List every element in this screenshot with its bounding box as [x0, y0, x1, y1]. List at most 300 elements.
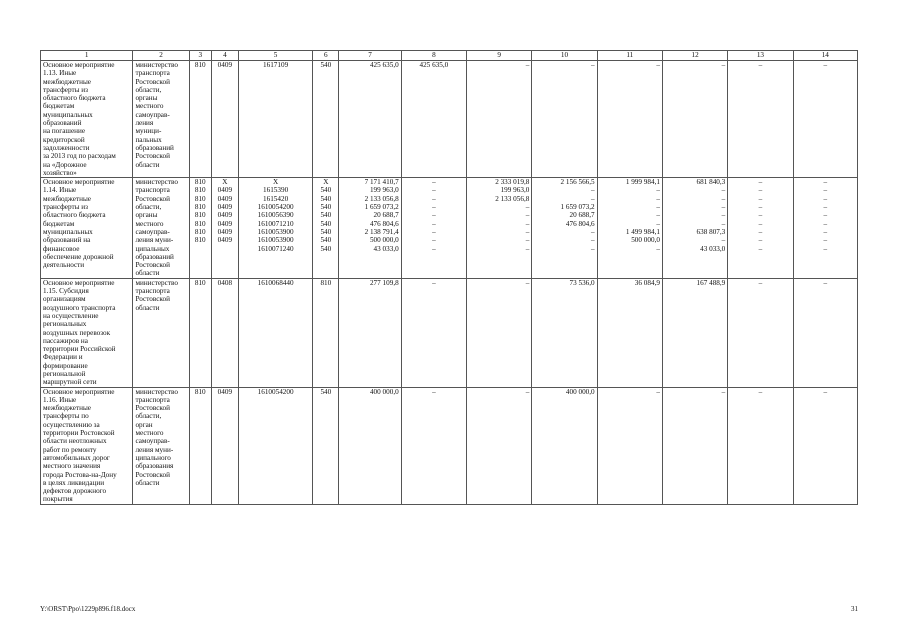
- cell-line: 1615390: [263, 186, 289, 195]
- cell-total: [339, 178, 401, 279]
- cell-line: за 2013 год по расходам: [43, 152, 116, 161]
- cell-line: органы: [135, 94, 158, 103]
- cell-line: –: [432, 211, 436, 220]
- cell-line: области: [135, 478, 160, 487]
- cell-line: покрытия: [43, 495, 73, 504]
- cell-line: Основное мероприятие: [43, 278, 115, 287]
- cell-vr: [313, 178, 339, 279]
- cell-line: транспорта: [135, 69, 170, 78]
- cell-line: области неотложных: [43, 437, 107, 446]
- cell-line: 476 804,6: [369, 219, 399, 228]
- cell-line: 540: [320, 236, 332, 245]
- cell-line: 1610053900: [257, 236, 294, 245]
- cell-total: [339, 387, 401, 504]
- cell-line: хозяйство»: [43, 168, 77, 177]
- cell-line: кредиторской: [43, 135, 85, 144]
- cell-line: 7 171 410,7: [364, 178, 399, 187]
- table-row: [41, 278, 858, 387]
- cell-line: 810: [194, 219, 206, 228]
- cell-line: 0409: [217, 211, 233, 220]
- cell-line: областного бюджета: [43, 94, 106, 103]
- cell-2017: [597, 278, 662, 387]
- cell-line: 2 133 056,8: [495, 194, 530, 203]
- cell-line: ципальных: [135, 244, 170, 253]
- cell-line: межбюджетные: [43, 77, 91, 86]
- cell-line: ления: [135, 119, 154, 128]
- cell-line: –: [823, 203, 828, 212]
- col-header: 2: [133, 51, 189, 61]
- cell-line: –: [758, 178, 763, 187]
- cell-2018: [662, 178, 727, 279]
- cell-line: министерство: [135, 61, 178, 69]
- cell-line: орган: [135, 420, 153, 429]
- cell-line: 810: [194, 178, 206, 187]
- cell-line: –: [432, 203, 436, 212]
- program-table: [40, 50, 858, 505]
- cell-line: –: [656, 194, 660, 203]
- cell-line: 810: [194, 186, 206, 195]
- cell-2016: [532, 61, 597, 178]
- col-header: 9: [467, 51, 532, 61]
- cell-line: –: [823, 194, 828, 203]
- cell-line: бюджетам: [43, 102, 75, 111]
- cell-line: ления муни-: [135, 445, 174, 454]
- cell-line: Основное мероприятие: [43, 61, 115, 69]
- cell-line: министерство: [135, 387, 178, 396]
- cell-line: органы: [135, 211, 158, 220]
- cell-line: 1610054200: [257, 387, 294, 396]
- cell-2018: [662, 278, 727, 387]
- cell-2015: [467, 61, 532, 178]
- cell-2019: [728, 178, 793, 279]
- cell-vr: [313, 278, 339, 387]
- cell-line: Ростовской: [135, 261, 170, 270]
- cell-line: трансферты из: [43, 85, 88, 94]
- cell-line: образования: [135, 462, 174, 471]
- cell-2014: [401, 178, 466, 279]
- col-header: 3: [189, 51, 211, 61]
- cell-line: 425 635,0: [369, 61, 399, 69]
- col-header: 7: [339, 51, 401, 61]
- cell-line: 540: [320, 186, 332, 195]
- cell-rzpr: [211, 387, 238, 504]
- cell-line: Ростовской: [135, 470, 170, 479]
- cell-2014: [401, 278, 466, 387]
- cell-line: 0409: [217, 186, 233, 195]
- cell-line: 2 333 019,8: [495, 178, 530, 187]
- cell-line: –: [525, 387, 530, 396]
- cell-line: 810: [194, 203, 206, 212]
- cell-line: –: [656, 203, 660, 212]
- cell-line: –: [432, 227, 436, 236]
- cell-glava: [189, 61, 211, 178]
- cell-line: –: [721, 211, 726, 220]
- cell-line: –: [721, 194, 726, 203]
- cell-line: 1 659 073,2: [560, 203, 595, 212]
- cell-rzpr: [211, 178, 238, 279]
- cell-line: министерство: [135, 178, 178, 187]
- cell-line: 540: [320, 387, 332, 396]
- table-row: [41, 61, 858, 178]
- cell-line: 810: [320, 278, 332, 287]
- cell-2015: [467, 278, 532, 387]
- col-header: 13: [728, 51, 793, 61]
- cell-line: –: [525, 244, 530, 253]
- cell-line: самоуправ-: [135, 437, 170, 446]
- cell-line: 400 000,0: [369, 387, 399, 396]
- cell-2019: [728, 387, 793, 504]
- cell-line: –: [823, 244, 828, 253]
- table-row: [41, 387, 858, 504]
- cell-line: –: [432, 244, 436, 253]
- cell-line: –: [591, 186, 595, 195]
- cell-2020: [793, 61, 857, 178]
- cell-line: –: [525, 219, 530, 228]
- cell-line: 1 999 984,1: [625, 178, 660, 187]
- cell-line: –: [758, 194, 763, 203]
- cell-line: –: [656, 211, 660, 220]
- cell-line: региональной: [43, 369, 86, 378]
- cell-total: [339, 61, 401, 178]
- cell-line: области: [135, 160, 160, 169]
- cell-line: –: [656, 219, 660, 228]
- measure-name: [41, 278, 133, 387]
- col-header: 4: [211, 51, 238, 61]
- cell-glava: [189, 178, 211, 279]
- cell-line: –: [823, 178, 828, 187]
- cell-line: 540: [320, 219, 332, 228]
- cell-line: 1610068440: [257, 278, 294, 287]
- cell-line: 810: [194, 236, 206, 245]
- cell-line: –: [656, 244, 660, 253]
- cell-line: 681 840,3: [696, 178, 726, 187]
- cell-line: 1.15. Субсидия: [43, 287, 89, 296]
- cell-line: Основное мероприятие: [43, 387, 115, 396]
- executor: [133, 387, 189, 504]
- cell-line: 0409: [217, 203, 233, 212]
- cell-line: 277 109,8: [369, 278, 399, 287]
- cell-line: –: [758, 203, 763, 212]
- cell-line: Х: [222, 178, 228, 187]
- cell-line: 1 659 073,2: [364, 203, 399, 212]
- cell-line: 1610054200: [257, 203, 294, 212]
- cell-line: Федерации и: [43, 353, 83, 362]
- col-header: 6: [313, 51, 339, 61]
- cell-line: –: [758, 387, 763, 396]
- cell-line: воздушного транспорта: [43, 303, 116, 312]
- cell-glava: [189, 278, 211, 387]
- cell-line: образований: [135, 252, 174, 261]
- cell-line: самоуправ-: [135, 110, 170, 119]
- cell-line: –: [432, 186, 436, 195]
- cell-line: на осуществление: [43, 311, 99, 320]
- cell-2017: [597, 178, 662, 279]
- cell-line: территории Ростовской: [43, 429, 115, 438]
- cell-line: 1617109: [263, 61, 289, 69]
- cell-line: образований: [43, 119, 82, 128]
- cell-line: работ по ремонту: [43, 445, 97, 454]
- cell-line: –: [721, 219, 726, 228]
- cell-line: Ростовской: [135, 77, 170, 86]
- cell-line: пальных: [135, 135, 162, 144]
- cell-line: Ростовской: [135, 295, 170, 304]
- cell-line: Ростовской: [135, 404, 170, 413]
- cell-line: местного: [135, 102, 164, 111]
- cell-line: –: [758, 244, 763, 253]
- cell-line: –: [591, 244, 595, 253]
- col-header: 11: [597, 51, 662, 61]
- cell-line: 540: [320, 194, 332, 203]
- cell-line: местного: [135, 429, 164, 438]
- cell-line: 810: [194, 227, 206, 236]
- cell-line: –: [823, 219, 828, 228]
- executor: [133, 178, 189, 279]
- cell-line: –: [758, 61, 763, 69]
- cell-2015: [467, 178, 532, 279]
- cell-line: местного значения: [43, 462, 101, 471]
- col-header: 10: [532, 51, 597, 61]
- cell-line: –: [656, 186, 660, 195]
- cell-2016: [532, 278, 597, 387]
- cell-2018: [662, 61, 727, 178]
- cell-2014: [401, 61, 466, 178]
- file-path: Y:\ORST\Ppo\1229p896.f18.docx: [40, 605, 136, 613]
- cell-line: самоуправ-: [135, 227, 170, 236]
- cell-2016: [532, 387, 597, 504]
- cell-line: 425 635,0: [419, 61, 449, 69]
- header-row: [41, 51, 858, 61]
- cell-line: 20 688,7: [569, 211, 595, 220]
- cell-2019: [728, 61, 793, 178]
- cell-line: Х: [323, 178, 329, 187]
- cell-line: 43 033,0: [373, 244, 399, 253]
- cell-line: –: [758, 186, 763, 195]
- cell-2020: [793, 387, 857, 504]
- cell-line: муници-: [135, 127, 162, 136]
- cell-line: –: [823, 278, 828, 287]
- cell-line: 0409: [217, 219, 233, 228]
- cell-line: на «Дорожное: [43, 160, 87, 169]
- cell-line: –: [721, 236, 726, 245]
- cell-line: области,: [135, 203, 162, 212]
- cell-line: межбюджетные: [43, 194, 91, 203]
- cell-line: –: [525, 211, 530, 220]
- cell-line: 476 804,6: [565, 219, 595, 228]
- cell-line: 2 138 791,4: [364, 227, 399, 236]
- cell-line: –: [591, 194, 595, 203]
- cell-line: территории Российской: [43, 345, 116, 354]
- cell-line: –: [758, 219, 763, 228]
- cell-line: 540: [320, 61, 332, 69]
- cell-line: 1615420: [263, 194, 289, 203]
- cell-line: 1 499 984,1: [625, 227, 660, 236]
- cell-line: –: [823, 186, 828, 195]
- cell-line: 1610056390: [257, 211, 294, 220]
- measure-name: [41, 61, 133, 178]
- executor: [133, 61, 189, 178]
- cell-line: 2 156 566,5: [560, 178, 595, 187]
- cell-line: образований на: [43, 236, 91, 245]
- cell-line: Основное мероприятие: [43, 178, 115, 187]
- cell-line: –: [721, 61, 726, 69]
- cell-2015: [467, 387, 532, 504]
- cell-vr: [313, 387, 339, 504]
- cell-line: 1.16. Иные: [43, 395, 77, 404]
- cell-line: на погашение: [43, 127, 86, 136]
- cell-2017: [597, 61, 662, 178]
- cell-line: –: [758, 211, 763, 220]
- cell-line: муниципальных: [43, 227, 93, 236]
- cell-line: 0409: [217, 387, 233, 396]
- cell-line: 0409: [217, 236, 233, 245]
- cell-line: –: [432, 178, 436, 187]
- col-header: 12: [662, 51, 727, 61]
- cell-line: местного: [135, 219, 164, 228]
- cell-line: 20 688,7: [373, 211, 399, 220]
- cell-line: муниципальных: [43, 110, 93, 119]
- cell-line: 810: [194, 61, 206, 69]
- cell-line: –: [525, 236, 530, 245]
- cell-line: –: [432, 236, 436, 245]
- cell-line: образований: [135, 143, 174, 152]
- cell-line: –: [656, 387, 660, 396]
- cell-line: министерство: [135, 278, 178, 287]
- cell-line: –: [525, 278, 530, 287]
- cell-csr: [238, 61, 312, 178]
- measure-name: [41, 387, 133, 504]
- cell-line: маршрутной сети: [43, 378, 97, 387]
- cell-line: 43 033,0: [700, 244, 726, 253]
- cell-line: транспорта: [135, 186, 170, 195]
- cell-line: –: [823, 211, 828, 220]
- cell-rzpr: [211, 278, 238, 387]
- cell-line: бюджетам: [43, 219, 75, 228]
- cell-line: –: [758, 236, 763, 245]
- cell-line: –: [721, 186, 726, 195]
- cell-line: трансферты по: [43, 412, 89, 421]
- cell-line: –: [525, 203, 530, 212]
- cell-line: 1.14. Иные: [43, 186, 77, 195]
- cell-line: 1.13. Иные: [43, 69, 77, 78]
- cell-line: трансферты из: [43, 203, 88, 212]
- cell-line: 167 488,9: [696, 278, 726, 287]
- cell-line: 0409: [217, 61, 233, 69]
- cell-line: 2 133 056,8: [364, 194, 399, 203]
- cell-line: –: [823, 227, 828, 236]
- cell-2017: [597, 387, 662, 504]
- cell-line: –: [721, 387, 726, 396]
- cell-line: области,: [135, 85, 162, 94]
- cell-line: области,: [135, 412, 162, 421]
- cell-line: формирование: [43, 361, 88, 370]
- cell-2014: [401, 387, 466, 504]
- cell-line: организациям: [43, 295, 86, 304]
- cell-line: 0409: [217, 194, 233, 203]
- cell-2019: [728, 278, 793, 387]
- cell-line: воздушных перевозок: [43, 328, 111, 337]
- cell-line: региональных: [43, 320, 87, 329]
- cell-line: 199 963,0: [500, 186, 530, 195]
- cell-line: 400 000,0: [565, 387, 595, 396]
- cell-line: Ростовской: [135, 194, 170, 203]
- cell-line: –: [525, 227, 530, 236]
- cell-line: –: [823, 236, 828, 245]
- cell-line: –: [591, 61, 595, 69]
- cell-line: 199 963,0: [369, 186, 399, 195]
- cell-line: –: [432, 194, 436, 203]
- cell-line: –: [591, 227, 595, 236]
- cell-line: 810: [194, 211, 206, 220]
- cell-line: 540: [320, 244, 332, 253]
- cell-line: –: [432, 219, 436, 228]
- cell-line: –: [432, 278, 436, 287]
- cell-line: 1610071240: [257, 244, 294, 253]
- cell-line: –: [823, 61, 828, 69]
- col-header: 14: [793, 51, 857, 61]
- cell-2020: [793, 178, 857, 279]
- cell-line: обеспечение дорожной: [43, 252, 114, 261]
- col-header: 5: [238, 51, 312, 61]
- cell-2018: [662, 387, 727, 504]
- cell-line: 0408: [217, 278, 233, 287]
- cell-line: 73 536,0: [569, 278, 595, 287]
- cell-line: 36 084,9: [634, 278, 660, 287]
- cell-line: 540: [320, 227, 332, 236]
- cell-line: 500 000,0: [631, 236, 660, 245]
- cell-line: области: [135, 269, 160, 278]
- cell-csr: [238, 387, 312, 504]
- cell-line: области: [135, 303, 160, 312]
- cell-line: транспорта: [135, 287, 170, 296]
- cell-line: –: [758, 278, 763, 287]
- cell-total: [339, 278, 401, 387]
- cell-line: межбюджетные: [43, 404, 91, 413]
- executor: [133, 278, 189, 387]
- cell-line: в целях ликвидации: [43, 478, 105, 487]
- cell-line: транспорта: [135, 395, 170, 404]
- cell-line: –: [721, 203, 726, 212]
- cell-line: –: [432, 387, 436, 396]
- cell-line: ления муни-: [135, 236, 174, 245]
- cell-line: автомобильных дорог: [43, 453, 110, 462]
- cell-line: дефектов дорожного: [43, 487, 107, 496]
- cell-line: деятельности: [43, 261, 85, 270]
- cell-glava: [189, 387, 211, 504]
- cell-line: 1610053900: [257, 227, 294, 236]
- cell-2016: [532, 178, 597, 279]
- cell-line: 810: [194, 278, 206, 287]
- cell-line: Х: [273, 178, 279, 187]
- col-header: 8: [401, 51, 466, 61]
- cell-line: –: [525, 61, 530, 69]
- cell-line: 810: [194, 194, 206, 203]
- cell-csr: [238, 278, 312, 387]
- measure-name: [41, 178, 133, 279]
- cell-line: 810: [194, 387, 206, 396]
- cell-line: пассажиров на: [43, 336, 88, 345]
- cell-line: 500 000,0: [369, 236, 399, 245]
- page-number: 31: [851, 605, 858, 613]
- cell-csr: [238, 178, 312, 279]
- cell-line: 540: [320, 211, 332, 220]
- cell-line: 540: [320, 203, 332, 212]
- cell-line: 0409: [217, 227, 233, 236]
- cell-rzpr: [211, 61, 238, 178]
- cell-line: осуществлению за: [43, 420, 100, 429]
- cell-line: областного бюджета: [43, 211, 106, 220]
- cell-vr: [313, 61, 339, 178]
- cell-line: города Ростова-на-Дону: [43, 470, 117, 479]
